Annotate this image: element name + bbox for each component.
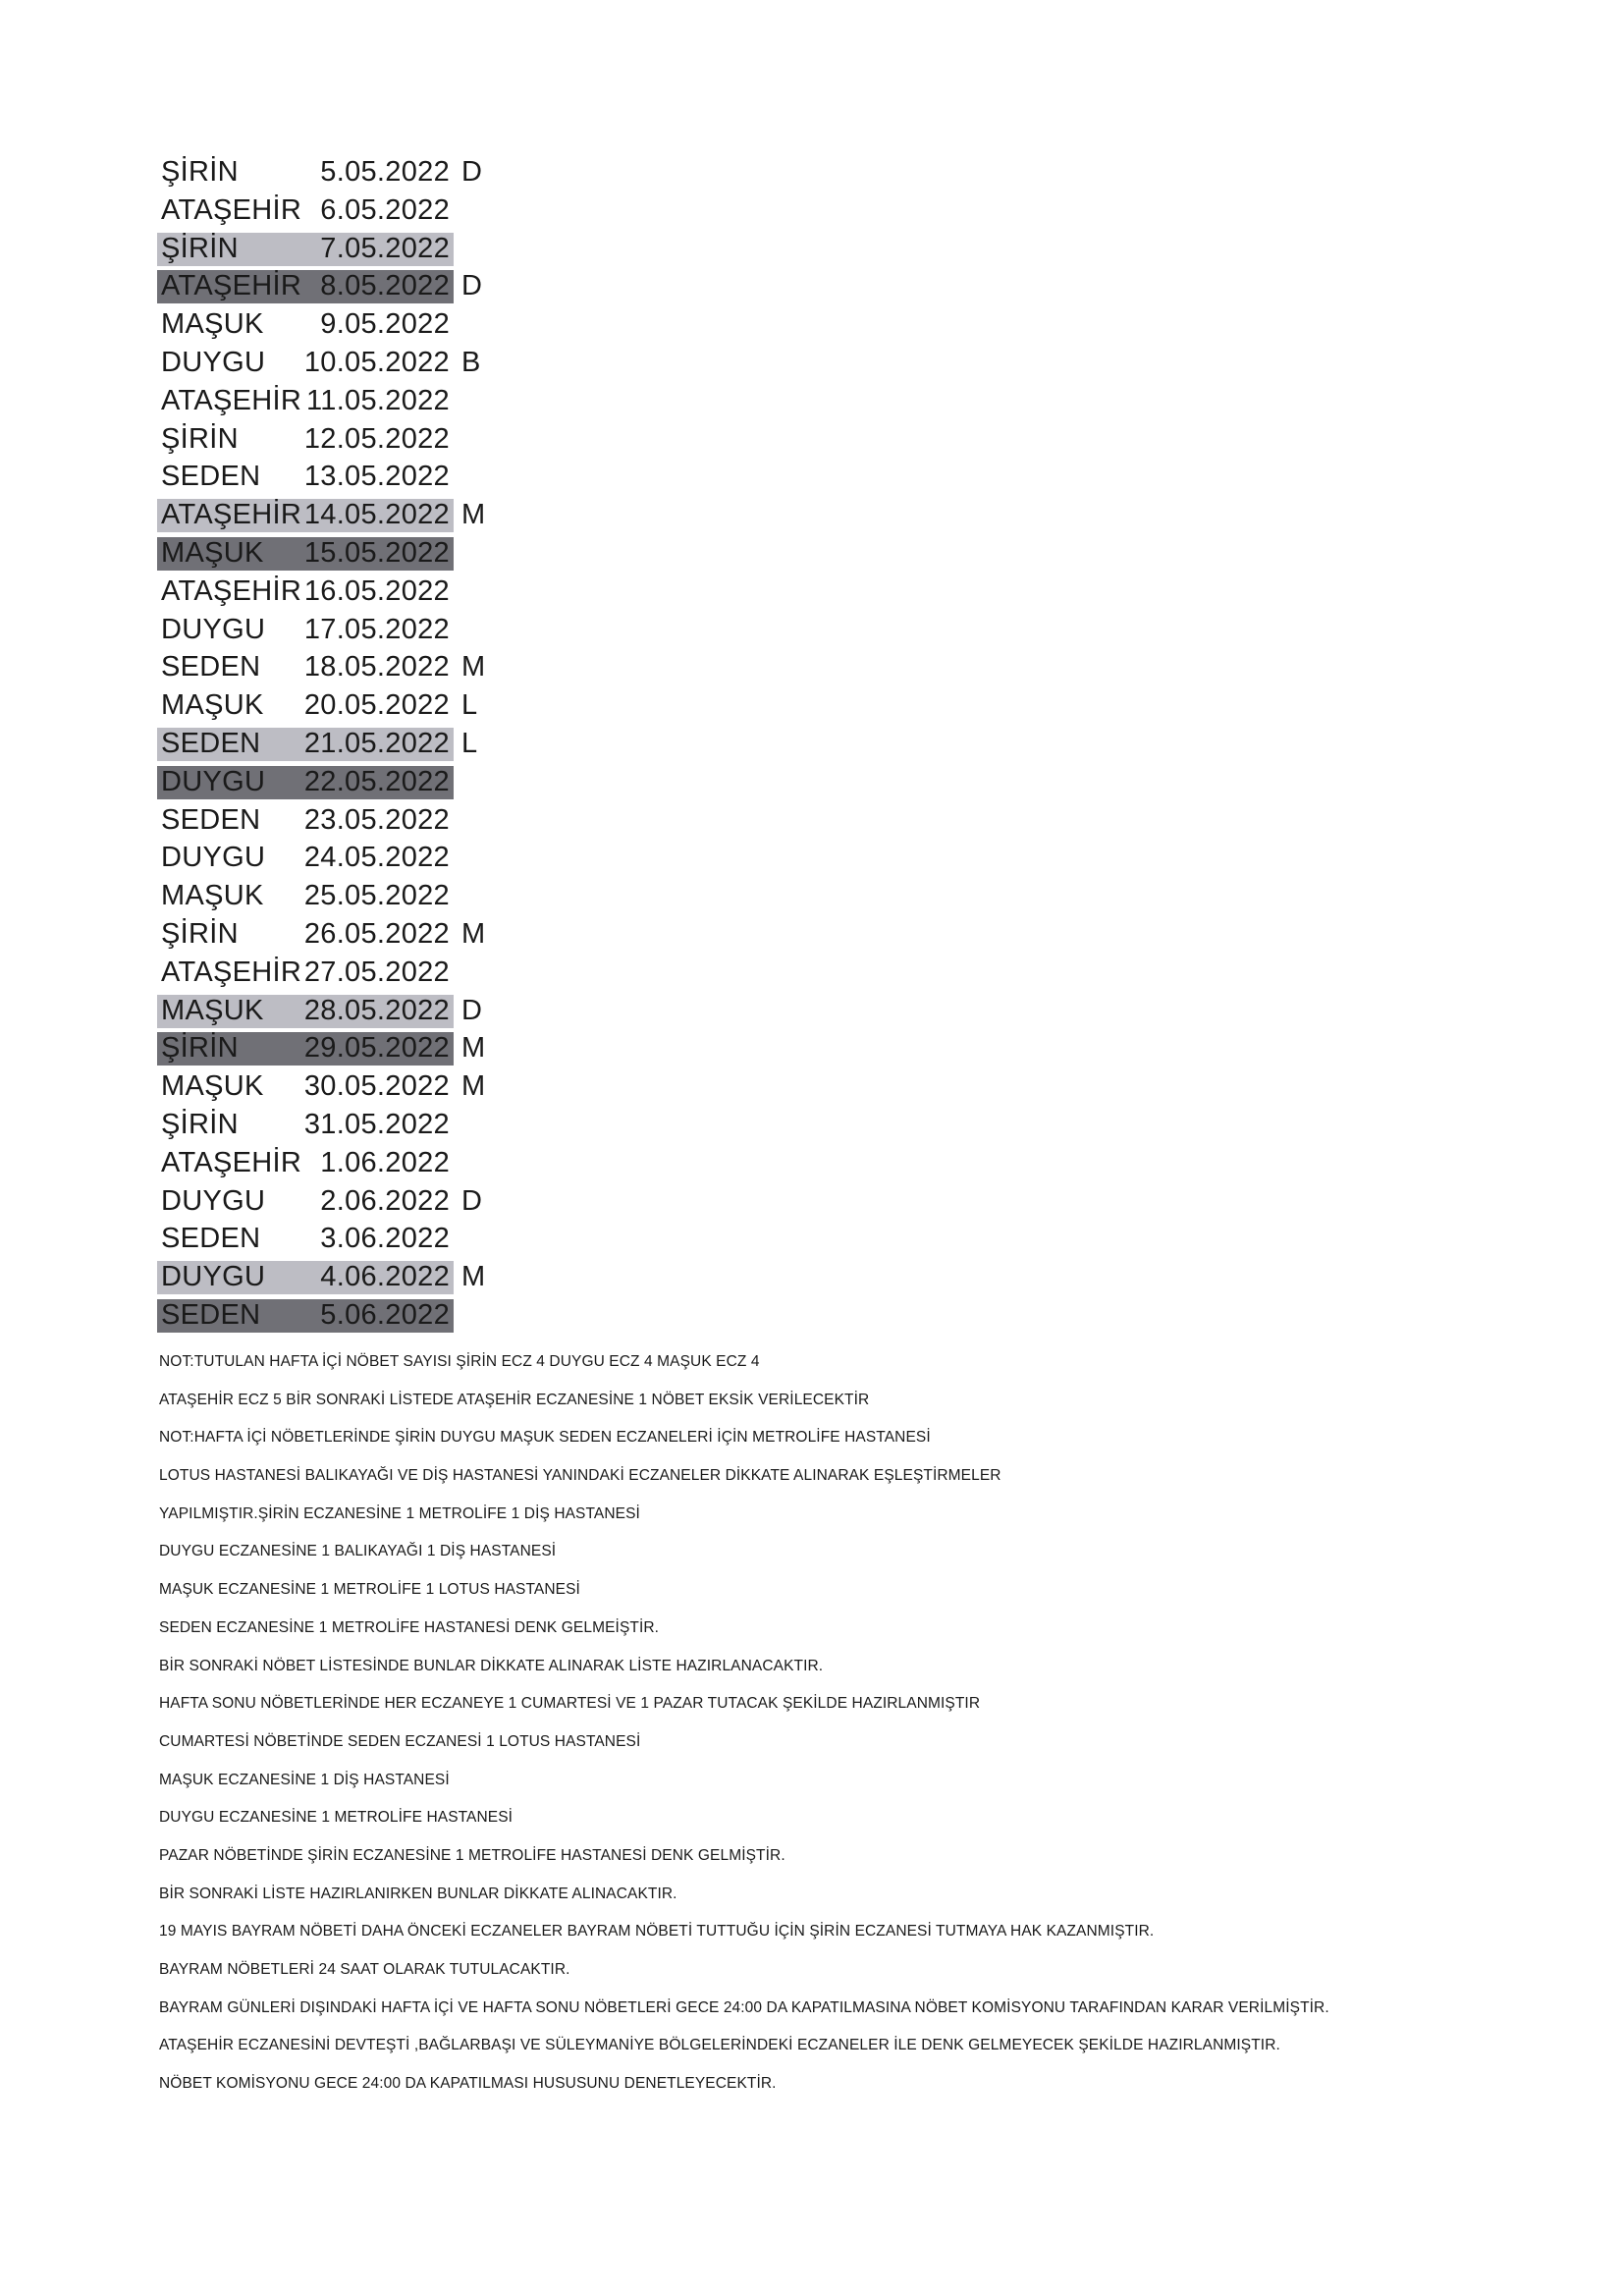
note-line: ATAŞEHİR ECZANESİNİ DEVTEŞTİ ,BAĞLARBAŞI VE SÜLEYMANİYE BÖLGELERİNDEKİ ECZANELER İLE DENK GELMEYECEK ŞEKİLDE HAZIRLANMIŞTIR. [159, 2037, 1280, 2054]
pharmacy-name: ŞİRİN [161, 1108, 239, 1140]
pharmacy-name: ŞİRİN [161, 1032, 239, 1065]
note-line: BİR SONRAKİ LİSTE HAZIRLANIRKEN BUNLAR DİKKATE ALINACAKTIR. [159, 1885, 677, 1902]
note-line: MAŞUK ECZANESİNE 1 METROLİFE 1 LOTUS HASTANESİ [159, 1581, 580, 1599]
note-line: NÖBET KOMİSYONU GECE 24:00 DA KAPATILMASI HUSUSUNU DENETLEYECEKTİR. [159, 2075, 777, 2093]
duty-code: D [461, 156, 483, 188]
note-line: ATAŞEHİR ECZ 5 BİR SONRAKİ LİSTEDE ATAŞEHİR ECZANESİNE 1 NÖBET EKSİK VERİLECEKTİR [159, 1391, 870, 1408]
note-line: DUYGU ECZANESİNE 1 BALIKAYAĞI 1 DİŞ HASTANESİ [159, 1543, 557, 1560]
duty-date: 23.05.2022 [303, 803, 450, 836]
duty-date: 12.05.2022 [303, 422, 450, 455]
pharmacy-name: ATAŞEHİR [161, 499, 302, 531]
duty-code: D [461, 1184, 483, 1217]
duty-code: L [461, 727, 478, 759]
pharmacy-name: DUYGU [161, 765, 266, 797]
pharmacy-name: DUYGU [161, 1184, 266, 1217]
note-line: HAFTA SONU NÖBETLERİNDE HER ECZANEYE 1 CUMARTESİ VE 1 PAZAR TUTACAK ŞEKİLDE HAZIRLANMIŞTIR [159, 1695, 981, 1713]
pharmacy-name: SEDEN [161, 651, 261, 683]
pharmacy-name: DUYGU [161, 346, 266, 378]
pharmacy-name: ATAŞEHİR [161, 193, 302, 226]
duty-date: 8.05.2022 [320, 270, 450, 302]
duty-date: 7.05.2022 [320, 232, 450, 264]
duty-date: 11.05.2022 [306, 384, 450, 416]
duty-date: 5.06.2022 [320, 1298, 450, 1331]
duty-code: M [461, 1261, 486, 1293]
pharmacy-name: ŞİRİN [161, 232, 239, 264]
note-line: BİR SONRAKİ NÖBET LİSTESİNDE BUNLAR DİKKATE ALINARAK LİSTE HAZIRLANACAKTIR. [159, 1657, 824, 1674]
note-line: MAŞUK ECZANESİNE 1 DİŞ HASTANESİ [159, 1771, 450, 1788]
pharmacy-name: ŞİRİN [161, 917, 239, 950]
pharmacy-name: MAŞUK [161, 1070, 264, 1103]
note-line: BAYRAM NÖBETLERİ 24 SAAT OLARAK TUTULACAKTIR. [159, 1961, 570, 1978]
pharmacy-name: ŞİRİN [161, 422, 239, 455]
duty-code: M [461, 917, 486, 950]
pharmacy-name: ŞİRİN [161, 156, 239, 188]
pharmacy-name: SEDEN [161, 1298, 261, 1331]
note-line: CUMARTESİ NÖBETİNDE SEDEN ECZANESİ 1 LOTUS HASTANESİ [159, 1732, 641, 1750]
duty-date: 30.05.2022 [303, 1070, 450, 1103]
pharmacy-name: MAŞUK [161, 689, 264, 722]
duty-date: 5.05.2022 [320, 156, 450, 188]
pharmacy-name: MAŞUK [161, 994, 264, 1026]
duty-code: M [461, 1070, 486, 1103]
duty-code: D [461, 994, 483, 1026]
pharmacy-name: DUYGU [161, 613, 266, 645]
pharmacy-name: SEDEN [161, 803, 261, 836]
duty-date: 13.05.2022 [303, 461, 450, 493]
duty-code: L [461, 689, 478, 722]
pharmacy-name: ATAŞEHİR [161, 956, 302, 988]
duty-date: 29.05.2022 [303, 1032, 450, 1065]
duty-date: 17.05.2022 [303, 613, 450, 645]
note-line: LOTUS HASTANESİ BALIKAYAĞI VE DİŞ HASTANESİ YANINDAKİ ECZANELER DİKKATE ALINARAK EŞLEŞTİRMELER [159, 1467, 1001, 1485]
duty-date: 25.05.2022 [303, 880, 450, 912]
note-line: YAPILMIŞTIR.ŞİRİN ECZANESİNE 1 METROLİFE 1 DİŞ HASTANESİ [159, 1504, 640, 1522]
duty-code: D [461, 270, 483, 302]
pharmacy-name: DUYGU [161, 842, 266, 874]
notes-section [159, 1343, 1435, 2104]
note-line: NOT:HAFTA İÇİ NÖBETLERİNDE ŞİRİN DUYGU MAŞUK SEDEN ECZANELERİ İÇİN METROLİFE HASTANESİ [159, 1429, 931, 1447]
duty-date: 21.05.2022 [303, 727, 450, 759]
duty-code: M [461, 651, 486, 683]
note-line: PAZAR NÖBETİNDE ŞİRİN ECZANESİNE 1 METROLİFE HASTANESİ DENK GELMİŞTİR. [159, 1846, 785, 1864]
duty-date: 24.05.2022 [303, 842, 450, 874]
duty-date: 10.05.2022 [303, 346, 450, 378]
pharmacy-name: ATAŞEHİR [161, 270, 302, 302]
duty-date: 31.05.2022 [303, 1108, 450, 1140]
duty-code: M [461, 1032, 486, 1065]
duty-date: 22.05.2022 [303, 765, 450, 797]
pharmacy-name: ATAŞEHİR [161, 384, 302, 416]
duty-date: 14.05.2022 [303, 499, 450, 531]
note-line: NOT:TUTULAN HAFTA İÇİ NÖBET SAYISI ŞİRİN ECZ 4 DUYGU ECZ 4 MAŞUK ECZ 4 [159, 1353, 760, 1370]
duty-date: 2.06.2022 [320, 1184, 450, 1217]
pharmacy-name: ATAŞEHİR [161, 1146, 302, 1178]
duty-date: 16.05.2022 [303, 574, 450, 607]
duty-code: M [461, 499, 486, 531]
pharmacy-name: SEDEN [161, 727, 261, 759]
note-line: SEDEN ECZANESİNE 1 METROLİFE HASTANESİ DENK GELMEİŞTİR. [159, 1618, 660, 1636]
duty-date: 1.06.2022 [320, 1146, 450, 1178]
duty-date: 3.06.2022 [320, 1223, 450, 1255]
pharmacy-name: SEDEN [161, 461, 261, 493]
duty-date: 20.05.2022 [303, 689, 450, 722]
duty-date: 26.05.2022 [303, 917, 450, 950]
duty-date: 28.05.2022 [303, 994, 450, 1026]
duty-date: 27.05.2022 [303, 956, 450, 988]
pharmacy-name: ATAŞEHİR [161, 574, 302, 607]
pharmacy-name: MAŞUK [161, 880, 264, 912]
duty-date: 6.05.2022 [320, 193, 450, 226]
pharmacy-name: MAŞUK [161, 536, 264, 569]
duty-date: 18.05.2022 [303, 651, 450, 683]
note-line: BAYRAM GÜNLERİ DIŞINDAKİ HAFTA İÇİ VE HAFTA SONU NÖBETLERİ GECE 24:00 DA KAPATILMASINA NÖBET KOMİSYONU TARAFINDAN KARAR VERİLMİŞTİR. [159, 1998, 1329, 2016]
pharmacy-name: SEDEN [161, 1223, 261, 1255]
pharmacy-name: DUYGU [161, 1261, 266, 1293]
duty-date: 4.06.2022 [320, 1261, 450, 1293]
duty-date: 15.05.2022 [303, 536, 450, 569]
note-line: 19 MAYIS BAYRAM NÖBETİ DAHA ÖNCEKİ ECZANELER BAYRAM NÖBETİ TUTTUĞU İÇİN ŞİRİN ECZANESİ TUTMAYA HAK KAZANMIŞTIR. [159, 1923, 1155, 1941]
duty-date: 9.05.2022 [320, 308, 450, 341]
pharmacy-name: MAŞUK [161, 308, 264, 341]
note-line: DUYGU ECZANESİNE 1 METROLİFE HASTANESİ [159, 1809, 514, 1827]
duty-code: B [461, 346, 481, 378]
